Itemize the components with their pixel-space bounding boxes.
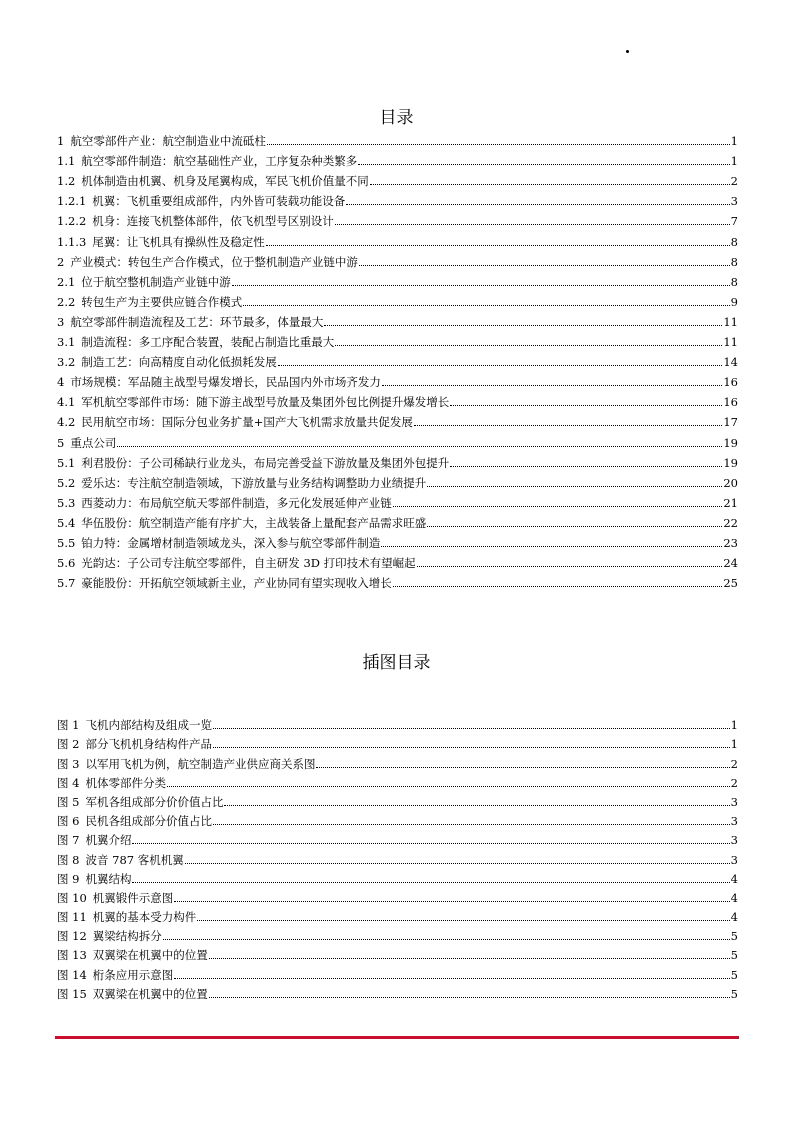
toc-entry-number: 4 (57, 375, 65, 390)
figure-entry-dot-leader (132, 843, 729, 844)
toc-entry-title: 制造工艺：向高精度自动化低损耗发展 (81, 355, 277, 370)
toc-entry-page-number: 1 (730, 134, 738, 149)
toc-entry-title: 市场规模：军品随主战型号爆发增长，民品国内外市场齐发力 (70, 375, 381, 390)
figure-entry[interactable] (57, 924, 738, 943)
figure-entry-number: 图 7 (57, 833, 80, 848)
toc-entry-number: 3.2 (57, 355, 76, 370)
toc-entry-dot-leader (427, 486, 722, 487)
toc-entry-page-number: 11 (723, 314, 738, 329)
toc-entry-page-number: 8 (730, 274, 738, 289)
toc-entry-dot-leader (359, 265, 730, 266)
toc-entry-dot-leader (324, 325, 722, 326)
figure-entry-number: 图 13 (57, 948, 87, 963)
figure-entry-number: 图 15 (57, 986, 87, 1001)
toc-entry-dot-leader (346, 204, 729, 205)
figure-entry-number: 图 8 (57, 852, 80, 867)
figure-entry-title: 机翼的基本受力构件 (92, 910, 197, 925)
toc-entry-dot-leader (414, 425, 722, 426)
toc-entry[interactable] (57, 530, 738, 550)
toc-entry[interactable] (57, 510, 738, 530)
toc-entry-number: 5.1 (57, 455, 76, 470)
toc-entry-title: 豪能股份：开拓航空领域新主业，产业协同有望实现收入增长 (81, 576, 392, 591)
toc-entry-title: 铂力特：金属增材制造领域龙头，深入参与航空零部件制造 (81, 535, 381, 550)
toc-entry[interactable] (57, 208, 738, 228)
figure-entry-dot-leader (209, 958, 730, 959)
toc-entry-number: 4.1 (57, 395, 76, 410)
toc-entry-page-number: 16 (723, 375, 738, 390)
toc-entry-page-number: 17 (723, 415, 738, 430)
toc-entry[interactable] (57, 470, 738, 490)
toc-entry[interactable] (57, 389, 738, 409)
toc-entry-page-number: 24 (723, 556, 738, 571)
toc-entry[interactable] (57, 349, 738, 369)
toc-entry-dot-leader (370, 184, 730, 185)
figure-entry-title: 民机各组成部分价值占比 (85, 814, 212, 829)
figure-entry-page-number: 5 (730, 986, 738, 1001)
figure-entry[interactable] (57, 828, 738, 847)
figure-entry-title: 波音 787 客机机翼 (85, 852, 184, 867)
toc-entry[interactable] (57, 429, 738, 449)
figure-entry[interactable] (57, 847, 738, 866)
toc-entry-page-number: 11 (723, 335, 738, 350)
toc-entry-number: 5.5 (57, 535, 76, 550)
toc-entry-dot-leader (243, 305, 729, 306)
figure-entry-page-number: 5 (730, 929, 738, 944)
figure-entry-dot-leader (185, 863, 730, 864)
toc-entry-title: 爱乐达：专注航空制造领域，下游放量与业务结构调整助力业绩提升 (81, 475, 427, 490)
toc-entry-number: 1.2 (57, 174, 76, 189)
figure-entry-page-number: 4 (730, 910, 738, 925)
toc-entry-page-number: 22 (723, 515, 738, 530)
toc-entry-title: 光韵达：子公司专注航空零部件，自主研发 3D 打印技术有望崛起 (81, 556, 416, 571)
toc-entry-page-number: 1 (730, 154, 738, 169)
toc-entry-page-number: 23 (723, 535, 738, 550)
figure-entry-dot-leader (132, 882, 729, 883)
figure-entry-number: 图 9 (57, 871, 80, 886)
toc-entry[interactable] (57, 269, 738, 289)
toc-entry-dot-leader (358, 164, 729, 165)
figure-entry-title: 飞机内部结构及组成一览 (85, 718, 212, 733)
toc-entry-title: 位于航空整机制造产业链中游 (81, 274, 231, 289)
toc-entry[interactable] (57, 570, 738, 590)
toc-entry[interactable] (57, 188, 738, 208)
toc-entry-title: 重点公司 (70, 435, 117, 450)
toc-entry[interactable] (57, 409, 738, 429)
toc-entry-dot-leader (267, 144, 730, 145)
toc-entry-title: 利君股份：子公司稀缺行业龙头，布局完善受益下游放量及集团外包提升 (81, 455, 450, 470)
figure-entry[interactable] (57, 886, 738, 905)
toc-entry-number: 2.1 (57, 274, 76, 289)
toc-entry-dot-leader (393, 506, 723, 507)
figure-entry-page-number: 4 (730, 890, 738, 905)
toc-entry-number: 5.4 (57, 515, 76, 530)
footer-red-rule (55, 1036, 739, 1039)
toc-entry-number: 1.2.1 (57, 194, 87, 209)
toc-entry-dot-leader (278, 365, 723, 366)
figure-entry-title: 双翼梁在机翼中的位置 (92, 948, 208, 963)
figure-entry-page-number: 3 (730, 794, 738, 809)
toc-entry-number: 1 (57, 134, 65, 149)
toc-entry-number: 3 (57, 314, 65, 329)
toc-entry-page-number: 16 (723, 395, 738, 410)
figure-entry-title: 军机各组成部分价价值占比 (85, 794, 224, 809)
toc-entry[interactable] (57, 168, 738, 188)
figure-entry-page-number: 3 (730, 814, 738, 829)
toc-entry-title: 产业模式：转包生产合作模式，位于整机制造产业链中游 (70, 254, 358, 269)
toc-entry-title: 华伍股份：航空制造产能有序扩大，主战装备上量配套产品需求旺盛 (81, 515, 427, 530)
toc-entry[interactable] (57, 128, 738, 148)
toc-entry-title: 军机航空零部件市场：随下游主战型号放量及集团外包比例提升爆发增长 (81, 395, 450, 410)
toc-entry-page-number: 25 (723, 576, 738, 591)
toc-entry[interactable] (57, 228, 738, 248)
toc-entry[interactable] (57, 550, 738, 570)
figure-entry-title: 以军用飞机为例，航空制造产业供应商关系图 (85, 756, 316, 771)
toc-entry-number: 5.7 (57, 576, 76, 591)
toc-entry[interactable] (57, 450, 738, 470)
toc-entry-number: 5.6 (57, 556, 76, 571)
figure-entry[interactable] (57, 867, 738, 886)
figure-entry-title: 机翼介绍 (85, 833, 132, 848)
figure-entry-number: 图 3 (57, 756, 80, 771)
figure-entry[interactable] (57, 982, 738, 1001)
figure-entry-dot-leader (224, 805, 729, 806)
toc-entry-page-number: 20 (723, 475, 738, 490)
figure-entry-dot-leader (213, 728, 730, 729)
toc-entry-page-number: 3 (730, 194, 738, 209)
figure-entry[interactable] (57, 962, 738, 981)
figure-entry-number: 图 11 (57, 910, 87, 925)
figure-entry-page-number: 1 (730, 718, 738, 733)
toc-entry-page-number: 19 (723, 455, 738, 470)
figure-entry-number: 图 5 (57, 794, 80, 809)
corner-dot-mark (626, 50, 629, 53)
toc-entry-number: 5.2 (57, 475, 76, 490)
figure-entry[interactable] (57, 809, 738, 828)
toc-entry-page-number: 7 (730, 214, 738, 229)
figure-entry-page-number: 3 (730, 852, 738, 867)
figure-entry[interactable] (57, 790, 738, 809)
figure-list (57, 713, 738, 1001)
figure-entry-page-number: 5 (730, 948, 738, 963)
figure-entry-number: 图 1 (57, 718, 80, 733)
figure-entry[interactable] (57, 943, 738, 962)
toc-entry-number: 3.1 (57, 335, 76, 350)
toc-entry[interactable] (57, 289, 738, 309)
toc-entry-title: 机翼：飞机重要组成部件，内外皆可装载功能设备 (92, 194, 346, 209)
toc-entry-dot-leader (450, 466, 722, 467)
toc-entry-title: 尾翼：让飞机具有操纵性及稳定性 (92, 234, 265, 249)
toc-entry-number: 5.3 (57, 495, 76, 510)
toc-entry-title: 机身：连接飞机整体部件，依飞机型号区别设计 (92, 214, 334, 229)
toc-entry-page-number: 9 (730, 294, 738, 309)
figure-entry-dot-leader (197, 920, 729, 921)
figure-entry-title: 机翼锻件示意图 (92, 890, 174, 905)
toc-entry-number: 1.2.2 (57, 214, 87, 229)
figure-entry-number: 图 4 (57, 775, 80, 790)
figure-entry-title: 部分飞机机身结构件产品 (85, 737, 212, 752)
figure-entry-dot-leader (174, 901, 729, 902)
toc-entry-dot-leader (335, 345, 722, 346)
figure-list-title: 插图目录 (362, 653, 431, 673)
figure-entry-dot-leader (163, 939, 730, 940)
figure-entry-number: 图 6 (57, 814, 80, 829)
figure-entry-title: 翼梁结构拆分 (92, 929, 162, 944)
toc-entry-dot-leader (427, 526, 722, 527)
figure-entry-number: 图 12 (57, 929, 87, 944)
figure-entry[interactable] (57, 771, 738, 790)
figure-entry-title: 机翼结构 (85, 871, 132, 886)
figure-entry-title: 双翼梁在机翼中的位置 (92, 986, 208, 1001)
toc-entry-number: 2.2 (57, 294, 76, 309)
toc-entry[interactable] (57, 329, 738, 349)
toc-entry-dot-leader (393, 586, 723, 587)
figure-entry-dot-leader (213, 824, 730, 825)
figure-entry-page-number: 4 (730, 871, 738, 886)
figure-entry-number: 图 10 (57, 890, 87, 905)
toc-entry-title: 民用航空市场：国际分包业务扩量+国产大飞机需求放量共促发展 (81, 415, 413, 430)
toc-entry-title: 航空零部件制造：航空基础性产业，工序复杂种类繁多 (81, 154, 358, 169)
toc-entry-title: 航空零部件制造流程及工艺：环节最多，体量最大 (70, 314, 324, 329)
figure-entry-page-number: 2 (730, 775, 738, 790)
figure-entry[interactable] (57, 751, 738, 770)
figure-entry[interactable] (57, 905, 738, 924)
figure-entry-dot-leader (167, 786, 730, 787)
toc-entry[interactable] (57, 148, 738, 168)
toc-entry-title: 转包生产为主要供应链合作模式 (81, 294, 243, 309)
toc-entry-page-number: 2 (730, 174, 738, 189)
toc-entry[interactable] (57, 249, 738, 269)
toc-entry-title: 西菱动力：布局航空航天零部件制造，多元化发展延伸产业链 (81, 495, 392, 510)
figure-entry-page-number: 1 (730, 737, 738, 752)
toc-entry-dot-leader (232, 285, 730, 286)
figure-entry-dot-leader (209, 997, 730, 998)
toc-entry-page-number: 19 (723, 435, 738, 450)
toc-entry-page-number: 21 (723, 495, 738, 510)
figure-entry-number: 图 14 (57, 967, 87, 982)
figure-entry-page-number: 5 (730, 967, 738, 982)
toc-entry-dot-leader (266, 245, 730, 246)
toc-entry-number: 2 (57, 254, 65, 269)
toc-entry-page-number: 8 (730, 234, 738, 249)
toc-entry-dot-leader (117, 446, 722, 447)
toc-entry-title: 制造流程：多工序配合装置，装配占制造比重最大 (81, 335, 335, 350)
toc-list (57, 128, 738, 590)
figure-entry-page-number: 3 (730, 833, 738, 848)
figure-entry-page-number: 2 (730, 756, 738, 771)
figure-entry-dot-leader (174, 978, 729, 979)
toc-entry[interactable] (57, 309, 738, 329)
figure-entry[interactable] (57, 732, 738, 751)
toc-entry-number: 1.1.3 (57, 234, 87, 249)
toc-entry-page-number: 14 (723, 355, 738, 370)
figure-entry-title: 机体零部件分类 (85, 775, 166, 790)
toc-entry-number: 1.1 (57, 154, 76, 169)
toc-entry-dot-leader (381, 546, 722, 547)
toc-entry-dot-leader (335, 224, 730, 225)
figure-entry-number: 图 2 (57, 737, 80, 752)
figure-entry-dot-leader (213, 747, 730, 748)
figure-entry-title: 桁条应用示意图 (92, 967, 174, 982)
toc-entry-number: 5 (57, 435, 65, 450)
toc-entry-number: 4.2 (57, 415, 76, 430)
toc-entry-page-number: 8 (730, 254, 738, 269)
toc-title: 目录 (379, 108, 414, 128)
toc-entry-dot-leader (382, 385, 723, 386)
toc-entry[interactable] (57, 369, 738, 389)
toc-entry-title: 航空零部件产业：航空制造业中流砥柱 (70, 134, 266, 149)
figure-entry-dot-leader (316, 767, 729, 768)
toc-entry-dot-leader (450, 405, 722, 406)
figure-entry[interactable] (57, 713, 738, 732)
toc-entry-title: 机体制造由机翼、机身及尾翼构成，军民飞机价值量不同 (81, 174, 369, 189)
toc-entry-dot-leader (417, 566, 723, 567)
toc-entry[interactable] (57, 490, 738, 510)
